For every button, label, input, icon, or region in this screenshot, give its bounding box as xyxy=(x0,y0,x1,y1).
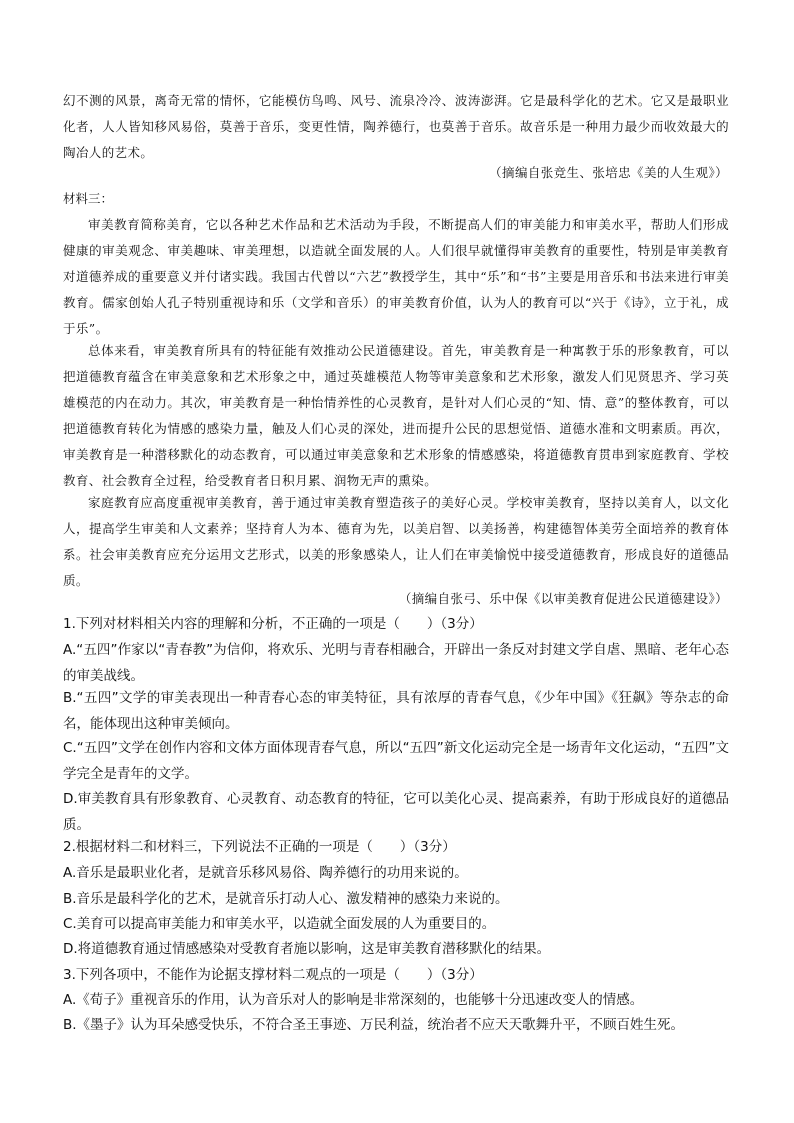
question-stem: 3.下列各项中，不能作为论据支撑材料二观点的一项是（ ）（3分） xyxy=(63,967,483,983)
question-option: B.音乐是最科学化的艺术，是就音乐打动人心、激发精神的感染力来说的。 xyxy=(63,891,509,907)
material-three-paragraph: 审美教育简称美育，它以各种艺术作品和艺术活动为手段，不断提高人们的审美能力和审美水平，帮助人们形成健康的审美观念、审美趣味、审美理想，以造就全面发展的人。人们很早就懂得审美教育的重要性，特别是审美教育对道德养成的重要意义并付诸实践。我国古代曾以“六艺”教授学生，其中“乐”和“书”主要是用音乐和书法来进行审美教育。儒家创始人孔子特别重视诗和乐（文学和音乐）的审美教育价值，认为人的教育可以“兴于《诗》，立于礼，成于乐”。 xyxy=(63,217,729,336)
question-option: A.“五四”作家以“青春教”为信仰，将欢乐、光明与青春相融合，开辟出一条反对封建文学自虐、黑暗、老年心态的审美战线。 xyxy=(63,642,729,684)
question-option: B.《墨子》认为耳朵感受快乐，不符合圣王事迹、万民利益，统治者不应天天歌舞升平，不顾百姓生死。 xyxy=(63,1017,685,1033)
material-two-tail: 幻不测的风景，离奇无常的情怀，它能模仿鸟鸣、风号、流泉冷冷、波涛澎湃。它是最科学化的艺术。它又是最职业化者，人人皆知移风易俗，莫善于音乐，变更性情，陶养德行，也莫善于音乐。故音乐是一种用力最少而收效最大的陶冶人的艺术。 xyxy=(63,93,729,160)
material-three-heading: 材料三： xyxy=(63,191,114,206)
question-stem: 1.下列对材料相关内容的理解和分析，不正确的一项是（ ）（3分） xyxy=(63,616,483,632)
question-stem: 2.根据材料二和材料三，下列说法不正确的一项是（ ）（3分） xyxy=(63,839,456,855)
material-three-source: （摘编自张弓、乐中保《以审美教育促进公民道德建设》） xyxy=(398,591,728,606)
question-option: B.“五四”文学的审美表现出一种青春心态的审美特征，具有浓厚的青春气息，《少年中国》《狂飙》等杂志的命名，能体现出这种审美倾向。 xyxy=(63,690,729,732)
question-option: A.音乐是最职业化者，是就音乐移风易俗、陶养德行的功用来说的。 xyxy=(63,865,468,881)
question-option: D.将道德教育通过情感感染对受教育者施以影响，这是审美教育潜移默化的结果。 xyxy=(63,941,551,957)
material-three-paragraph: 家庭教育应高度重视审美教育，善于通过审美教育塑造孩子的美好心灵。学校审美教育，坚持以美育人，以文化人，提高学生审美和人文素养；坚持育人为本、德育为先，以美启智、以美扬善，构建德智体美劳全面培养的教育体系。社会审美教育应充分运用文艺形式，以美的形象感染人，让人们在审美愉悦中接受道德教育，形成良好的道德品质。 xyxy=(63,495,729,588)
question-option: C.美育可以提高审美能力和审美水平，以造就全面发展的人为重要目的。 xyxy=(63,916,496,932)
question-option: D.审美教育具有形象教育、心灵教育、动态教育的特征，它可以美化心灵、提高素养，有助于形成良好的道德品质。 xyxy=(63,791,729,833)
material-three-paragraph: 总体来看，审美教育所具有的特征能有效推动公民道德建设。首先，审美教育是一种寓教于乐的形象教育，可以把道德教育蕴含在审美意象和艺术形象之中，通过英雄模范人物等审美意象和艺术形象，激发人们见贤思齐、学习英雄模范的内在动力。其次，审美教育是一种怡情养性的心灵教育，是针对人们心灵的“知、情、意”的整体教育，可以把道德教育转化为情感的感染力量，触及人们心灵的深处，进而提升公民的思想觉悟、道德水准和文明素质。再次，审美教育是一种潜移默化的动态教育，可以通过审美意象和艺术形象的情感感染，将道德教育贯串到家庭教育、学校教育、社会教育全过程，给受教育者日积月累、润物无声的熏染。 xyxy=(63,343,729,488)
material-two-source: （摘编自张竞生、张培忠《美的人生观》） xyxy=(489,165,728,180)
question-option: C.“五四”文学在创作内容和文体方面体现青春气息，所以“五四”新文化运动完全是一场青年文化运动，“五四”文学完全是青年的文学。 xyxy=(63,740,729,782)
question-option: A.《荀子》重视音乐的作用，认为音乐对人的影响是非常深刻的，也能够十分迅速改变人的情感。 xyxy=(63,992,644,1008)
